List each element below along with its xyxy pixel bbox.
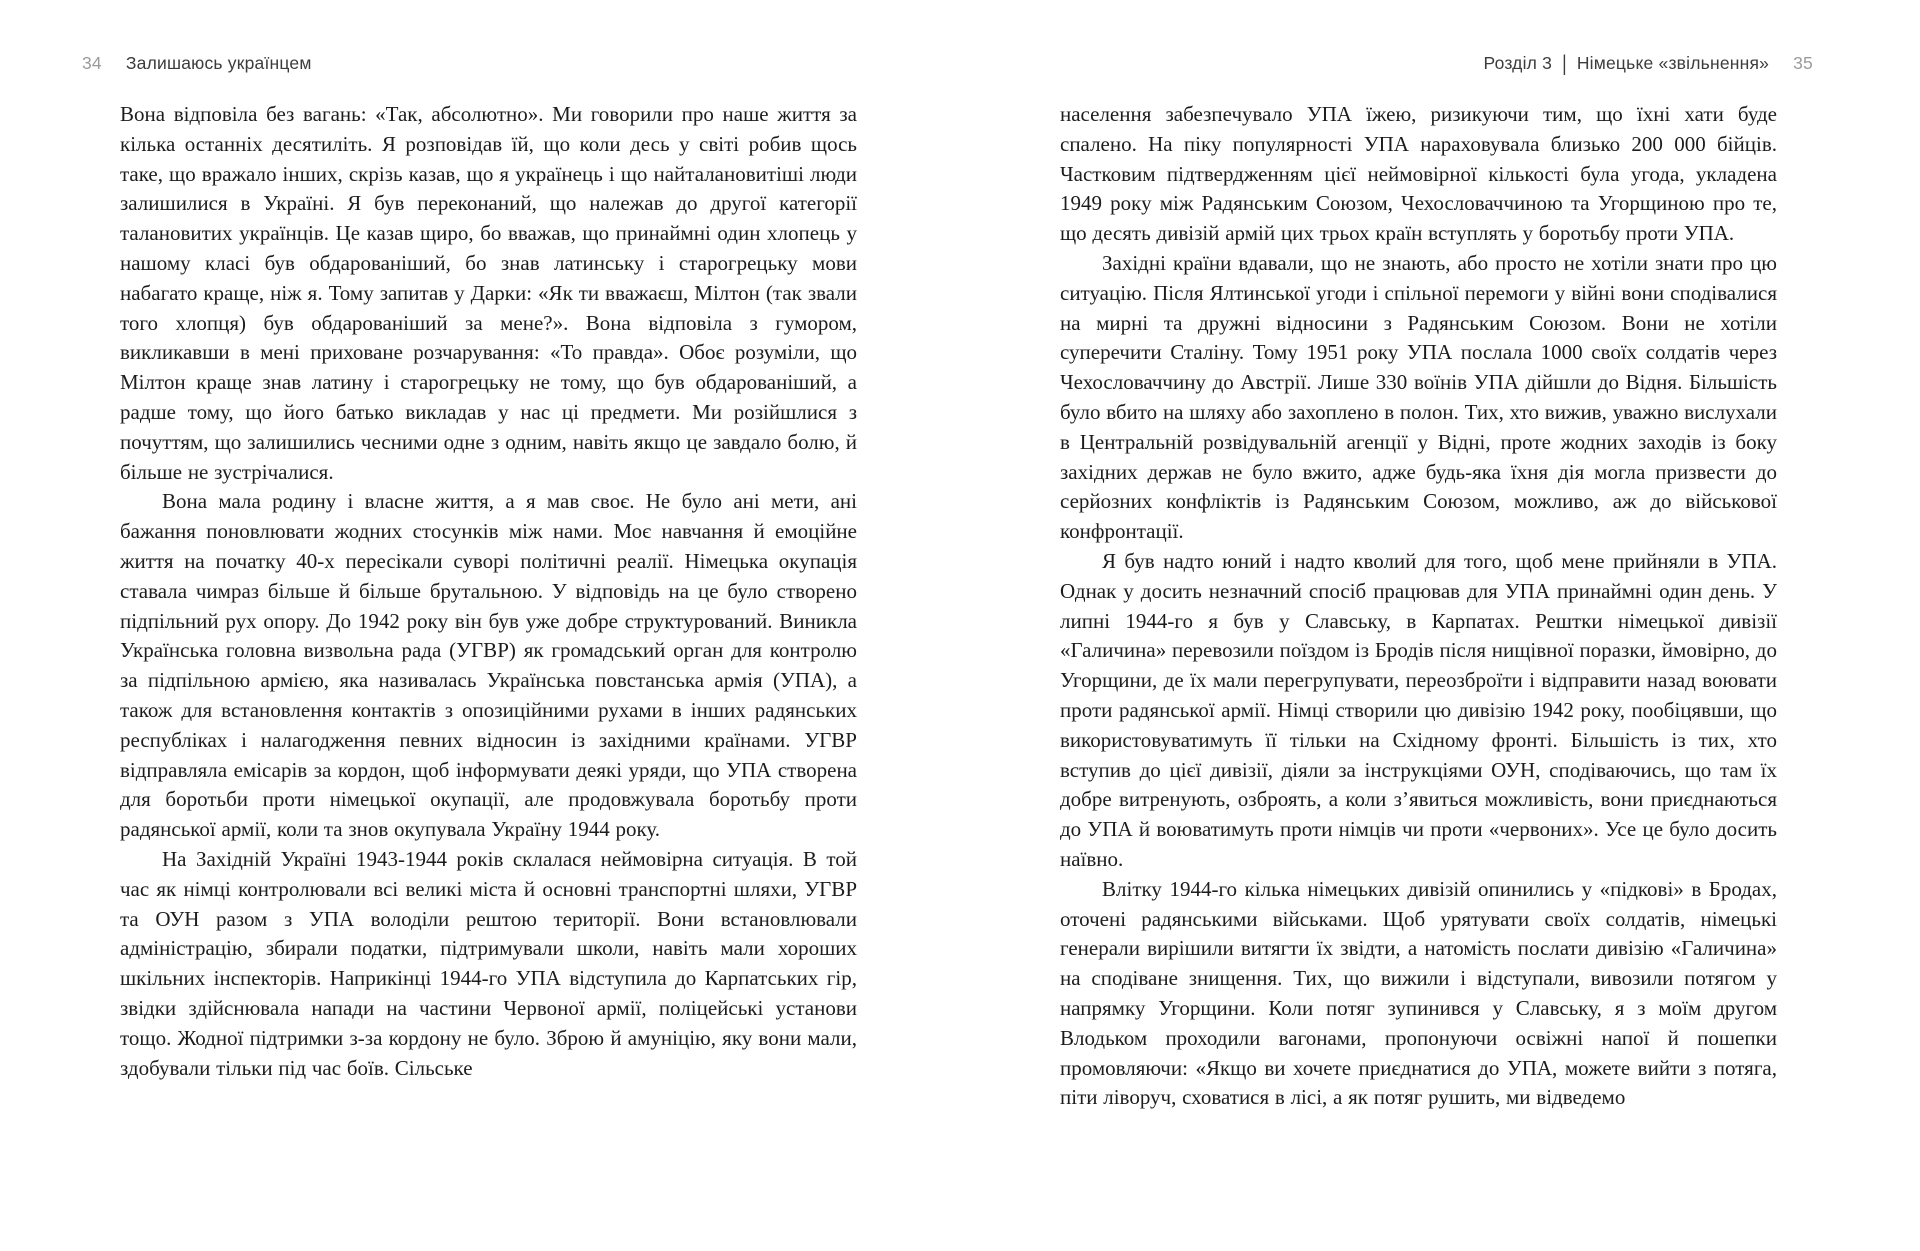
paragraph: Вона мала родину і власне життя, а я мав своє. Не було ані мети, ані бажання поновлювати жодних стосунків між нами. Моє навчання й емоційне життя на початку 40-х пересікали суворі політичні реалії. Німецька окупація ставала чимраз більше й більше брутальною. У відповідь на це було створено підпільний рух опору. До 1942 року він був уже добре структурований. Виникла Українська головна визвольна рада (УГВР) як громадський орган для контролю за підпільною армією, яка називалась Українська повстанська армія (УПА), а також для встановлення контактів з опозиційними рухами в інших радянських республіках і налагодження певних відносин із західними країнами. УГВР відправляла емісарів за кордон, щоб інформувати деякі уряди, що УПА створена для боротьби проти німецької окупації, але продовжувала боротьбу проти радянської армії, коли та знов окупувала Україну 1944 року. <box>120 489 857 842</box>
paragraph: Вона відповіла без вагань: «Так, абсолютно». Ми говорили про наше життя за кілька останніх десятиліть. Я розповідав їй, що коли десь у світі робив щось таке, що вражало інших, скрізь казав, що я українець і що найталановитіші люди залишилися в Україні. Я був переконаний, що належав до другої категорії талановитих українців. Це казав щиро, бо вважав, що принаймні один хлопець у нашому класі був обдарованіший, бо знав латинську і старогрецьку мови набагато краще, ніж я. Тому запитав у Дарки: «Як ти вважаєш, Мілтон (так звали того хлопця) був обдарованіший за мене?». Вона відповіла з гумором, викликавши в мені приховане розчарування: «То правда». Обоє розуміли, що Мілтон краще знав латину і старогрецьку не тому, що був обдарованіший, а радше тому, що його батько викладав у нас ці предмети. Ми розійшлися з почуттям, що залишились чесними одне з одним, навіть якщо це завдало болю, й більше не зустрічалися. <box>120 102 857 484</box>
chapter-title: Німецьке «звільнення» <box>1576 53 1770 73</box>
paragraph: Я був надто юний і надто кволий для того, щоб мене прийняли в УПА. Однак у досить незначний спосіб працював для УПА принаймні один день. У липні 1944-го я був у Славську, в Карпатах. Рештки німецької дивізії «Галичина» перевозили поїздом із Бродів після нищівної поразки, ймовірно, до Угорщини, де їх мали перегрупувати, переозброїти і відправити назад воювати проти радянської армії. Німці створили цю дивізію 1942 року, пообіцявши, що використовуватимуть її тільки на Східному фронті. Більшість із тих, хто вступив до цієї дивізії, діяли за інструкціями ОУН, сподіваючись, що там їх добре витренують, озброять, а коли з’явиться можливість, вони приєднаються до УПА й воюватимуть проти німців чи проти «червоних». Усе це було досить наївно. <box>1060 548 1777 871</box>
right-page-text <box>1060 100 1777 1113</box>
left-running-head: Залишаюсь українцем <box>125 53 312 73</box>
chapter-label: Розділ 3 <box>1483 53 1553 73</box>
left-page-text <box>120 100 857 1083</box>
right-running-head <box>1483 50 1770 76</box>
right-page-header <box>1483 50 1813 76</box>
left-page-number: 34 <box>82 53 102 73</box>
paragraph: населення забезпечувало УПА їжею, ризикуючи тим, що їхні хати буде спалено. На піку популярності УПА нараховувала близько 200 000 бійців. Частковим підтвердженням цієї неймовірної кількості була угода, укладена 1949 року між Радянським Союзом, Чехословаччиною та Угорщиною про те, що десять дивізій армій цих трьох країн вступлять у боротьбу проти УПА. <box>1060 102 1777 246</box>
paragraph: Західні країни вдавали, що не знають, або просто не хотіли знати про цю ситуацію. Після Ялтинської угоди і спільної перемоги у війні вони сподівалися на мирні та дружні відносини з Радянським Союзом. Вони не хотіли суперечити Сталіну. Тому 1951 року УПА послала 1000 своїх солдатів через Чехословаччину до Австрії. Лише 330 воїнів УПА дійшли до Відня. Більшість було вбито на шляху або захоплено в полон. Тих, хто вижив, уважно вислухали в Центральній розвідувальній агенції у Відні, проте жодних заходів із боку західних держав не було вжито, адже будь-яка їхня дія могла призвести до серйозних конфліктів із Радянським Союзом, можливо, аж до військової конфронтації. <box>1060 250 1777 544</box>
right-page-number: 35 <box>1793 53 1813 73</box>
header-separator: | <box>1562 50 1567 76</box>
paragraph: Влітку 1944-го кілька німецьких дивізій опинились у «підкові» в Бродах, оточені радянськими військами. Щоб урятувати своїх солдатів, німецькі генерали вирішили витягти їх звідти, а натомість послати дивізію «Галичина» на сподіване знищення. Тих, що вижили і відступали, вивозили потягом у напрямку Угорщини. Коли потяг зупинився у Славську, я з моїм другом Влодьком проходили вагонами, пропонуючи освіжні напої й пошепки промовляючи: «Якщо ви хочете приєднатися до УПА, можете вийти з потяга, піти ліворуч, сховатися в лісі, а як потяг рушить, ми відведемо <box>1060 876 1777 1110</box>
left-page-header <box>82 53 312 74</box>
paragraph: На Західній Україні 1943-1944 років склалася неймовірна ситуація. В той час як німці контролювали всі великі міста й основні транспортні шляхи, УГВР та ОУН разом з УПА володіли рештою території. Вони встановлювали адміністрацію, збирали податки, підтримували школи, навіть мали хороших шкільних інспекторів. Наприкінці 1944-го УПА відступила до Карпатських гір, звідки здійснювала напади на частини Червоної армії, поліцейські установи тощо. Жодної підтримки з-за кордону не було. Зброю й амуніцію, яку вони мали, здобували тільки під час боїв. Сільське <box>120 846 857 1080</box>
